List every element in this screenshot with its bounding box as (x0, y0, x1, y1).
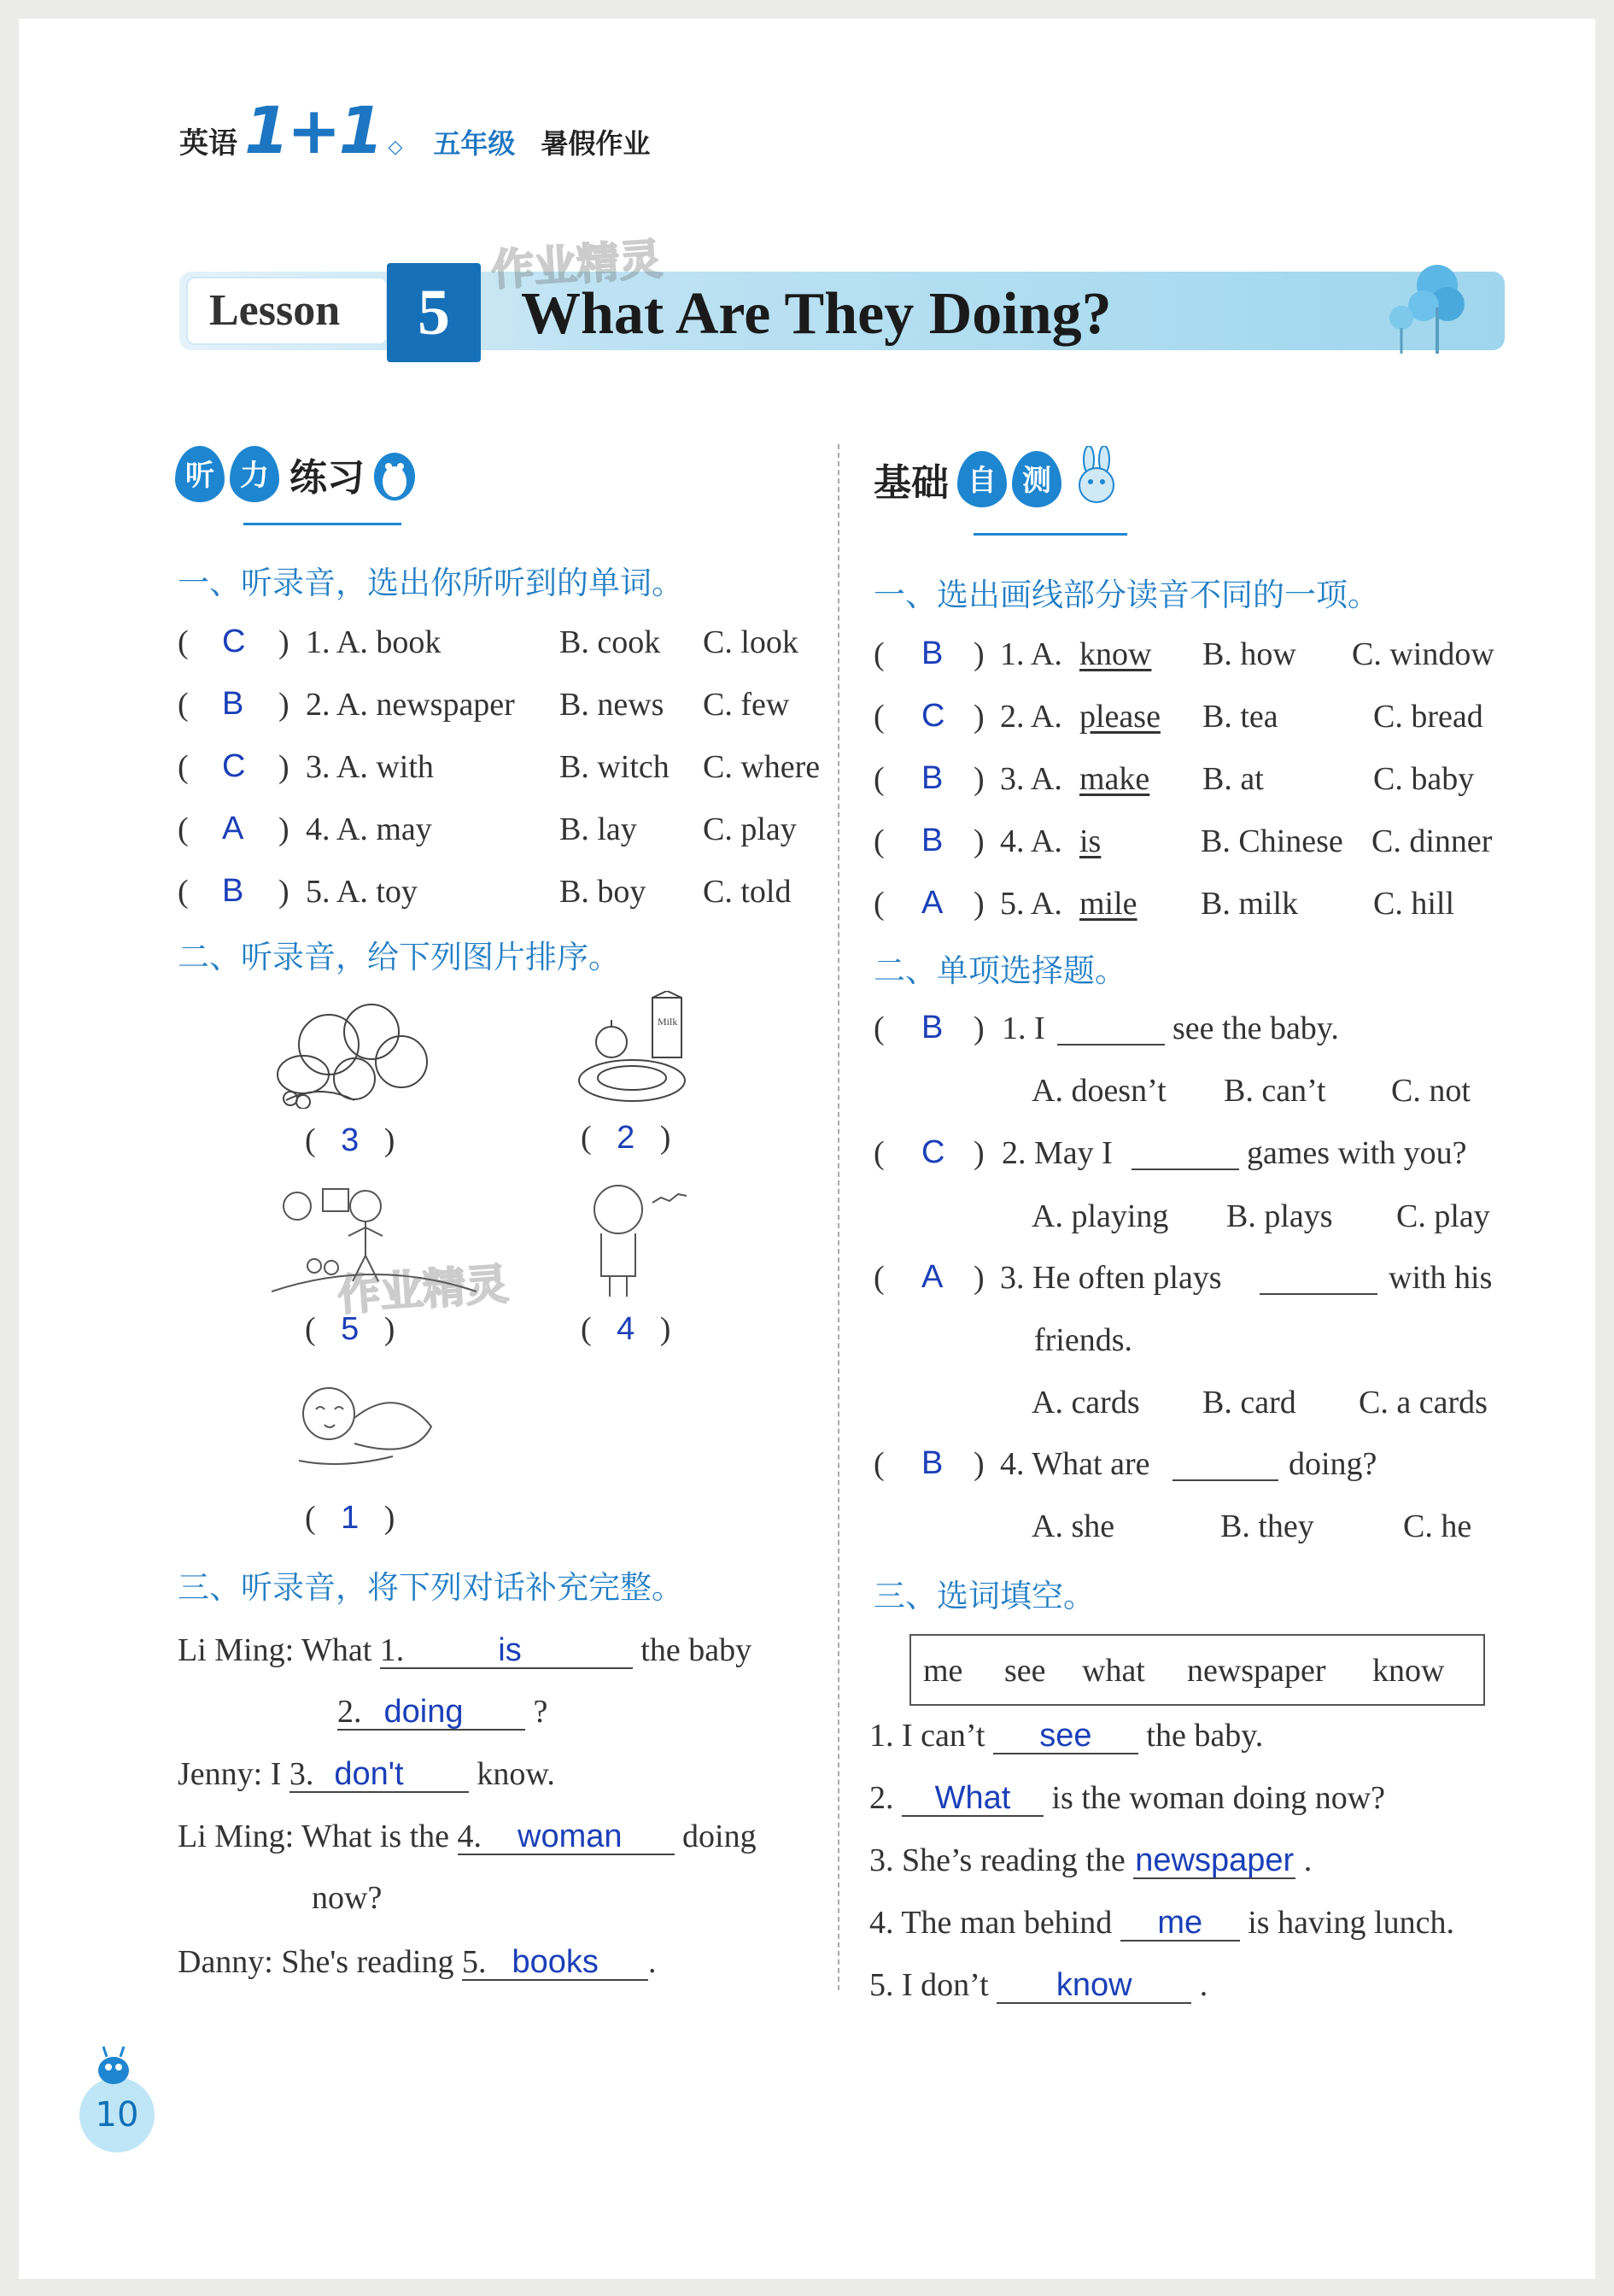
word-bank-word: newspaper (1187, 1653, 1326, 1689)
right-part2-heading: 二、单项选择题。 (874, 952, 1126, 989)
answer: B (921, 760, 944, 796)
watermark: 作业精灵 (336, 1259, 511, 1321)
answer: B (921, 1445, 944, 1481)
choice-options-2: A. playing B. plays C. play (1032, 1198, 1490, 1234)
answer: B (222, 686, 244, 722)
listening-question-row: ( C ) 1. A. book B. cook C. look (178, 624, 798, 660)
listening-question-row: ( C ) 3. A. with B. witch C. where (178, 748, 821, 785)
phonics-question-row: ( B ) 3. A. make B. at C. baby (874, 760, 1475, 797)
dialogue-line-6: Danny: She's reading 5. books . (178, 1944, 657, 1980)
left-part3-heading: 三、听录音，将下列对话补充完整。 (178, 1569, 683, 1606)
baby-sleeping-picture (282, 1367, 453, 1486)
answer: B (921, 636, 944, 671)
section-underline (243, 523, 401, 525)
listening-section-title (175, 444, 421, 504)
drop-icon: 听 (175, 446, 225, 502)
lesson-number: 5 (387, 263, 481, 362)
choice-question-1: ( B ) 1. I see the baby. (874, 1010, 1339, 1046)
answer: A (222, 811, 244, 846)
fill-answer: me (1157, 1905, 1203, 1941)
bug-mascot-icon (92, 2043, 135, 2086)
listening-question-row: ( A ) 4. A. may B. lay C. play (178, 811, 797, 847)
lesson-label: Lesson (209, 286, 341, 335)
breakfast-picture (574, 991, 702, 1110)
choice-question-3: ( A ) 3. He often plays with his (874, 1259, 1493, 1296)
fill-answer: books (512, 1944, 599, 1980)
fill-answer: is (498, 1632, 522, 1668)
answer: A (921, 885, 944, 921)
choice-question-3-cont: friends. (1034, 1322, 1133, 1358)
listening-question-row: ( B ) 5. A. toy B. boy C. told (178, 873, 792, 910)
drop-icon: 测 (1012, 451, 1061, 507)
fill-in-sentence: 1. I can’t see the baby. (869, 1718, 1264, 1754)
picture-order-answer: ( 5 ) (305, 1311, 395, 1347)
choice-options-3: A. cards B. card C. a cards (1032, 1385, 1488, 1420)
word-bank-word: me (923, 1653, 963, 1689)
column-divider (838, 444, 839, 1990)
fill-in-sentence: 4. The man behind me is having lunch. (869, 1905, 1454, 1941)
fill-answer: don't (334, 1756, 404, 1792)
word-bank-word: know (1372, 1653, 1445, 1689)
choice-options-4: A. she B. they C. he (1032, 1508, 1472, 1544)
answer: B (921, 1010, 944, 1046)
right-part1-heading: 一、选出画线部分读音不同的一项。 (874, 577, 1379, 613)
section-underline (974, 533, 1127, 536)
answer: C (222, 624, 246, 659)
fill-in-sentence: 2. What is the woman doing now? (869, 1780, 1386, 1816)
watermark: 作业精灵 (489, 234, 664, 296)
girl-singing-picture (576, 1168, 704, 1305)
book-header (179, 92, 651, 168)
answer: B (222, 873, 244, 909)
left-part1-heading: 一、听录音，选出你所听到的单词。 (178, 565, 683, 601)
section-title-text: 练习 (289, 456, 365, 500)
fill-answer: woman (518, 1819, 623, 1854)
word-bank-box (909, 1634, 1485, 1706)
fill-answer: doing (383, 1694, 464, 1730)
phonics-question-row: ( A ) 5. A. mile B. milk C. hill (874, 885, 1455, 922)
word-bank-word: what (1082, 1653, 1145, 1689)
book-type-label: 暑假作业 (541, 127, 651, 160)
section-title-text: 基础 (874, 461, 949, 505)
choice-question-2: ( C ) 2. May I games with you? (874, 1134, 1467, 1171)
drop-icon: 自 (957, 451, 1007, 507)
phonics-question-row: ( C ) 2. A. please B. tea C. bread (874, 698, 1483, 735)
lesson-title: What Are They Doing? (521, 281, 1112, 347)
answer: C (921, 1134, 945, 1170)
choice-options-1: A. doesn’t B. can’t C. not (1032, 1073, 1471, 1109)
fill-answer: know (1056, 1967, 1132, 2003)
listening-question-row: ( B ) 2. A. newspaper B. news C. few (178, 686, 790, 723)
self-test-section-title (874, 446, 1123, 512)
fill-in-sentence: 5. I don’t know . (869, 1967, 1208, 2003)
fill-answer: newspaper (1135, 1842, 1295, 1878)
subject-label: 英语 (179, 126, 237, 161)
phonics-question-row: ( B ) 4. A. is B. Chinese C. dinner (874, 823, 1493, 859)
diamond-icon: ◇ (388, 136, 403, 157)
fill-in-sentence: 3. She’s reading the newspaper . (869, 1842, 1313, 1878)
fill-answer: What (934, 1780, 1011, 1816)
right-part3-heading: 三、选词填空。 (874, 1578, 1095, 1614)
phonics-question-row: ( B ) 1. A. know B. how C. window (874, 636, 1494, 672)
answer: B (921, 823, 944, 858)
tree-decoration-icon (1379, 256, 1473, 357)
rabbit-icon (1070, 446, 1123, 512)
dialogue-line-3: Jenny: I 3. don't know. (178, 1756, 555, 1792)
grade-label: 五年级 (433, 127, 516, 160)
answer: C (222, 748, 246, 784)
picture-order-answer: ( 2 ) (581, 1120, 671, 1156)
dialogue-line-2: 2. doing ? (337, 1694, 548, 1730)
penguin-icon (368, 444, 421, 504)
answer: A (921, 1259, 944, 1295)
fill-answer: see (1039, 1718, 1092, 1754)
choice-question-4: ( B ) 4. What are doing? (874, 1445, 1377, 1482)
left-part2-heading: 二、听录音，给下列图片排序。 (178, 939, 620, 975)
page-number: 10 (79, 2077, 155, 2152)
fruit-picture (269, 998, 453, 1109)
dialogue-line-1: Li Ming: What 1. is the baby (178, 1632, 752, 1668)
word-bank-word: see (1004, 1653, 1046, 1689)
dialogue-line-5: now? (312, 1880, 383, 1916)
dialogue-line-4: Li Ming: What is the 4. woman doing (178, 1819, 757, 1854)
book-logo: 1+1 (244, 92, 382, 168)
answer: C (921, 698, 945, 734)
picture-order-answer: ( 1 ) (305, 1500, 395, 1536)
svg-text:Milk: Milk (658, 1016, 678, 1028)
picture-order-answer: ( 3 ) (305, 1122, 395, 1158)
drop-icon: 力 (230, 446, 279, 502)
picture-order-answer: ( 4 ) (581, 1311, 671, 1347)
